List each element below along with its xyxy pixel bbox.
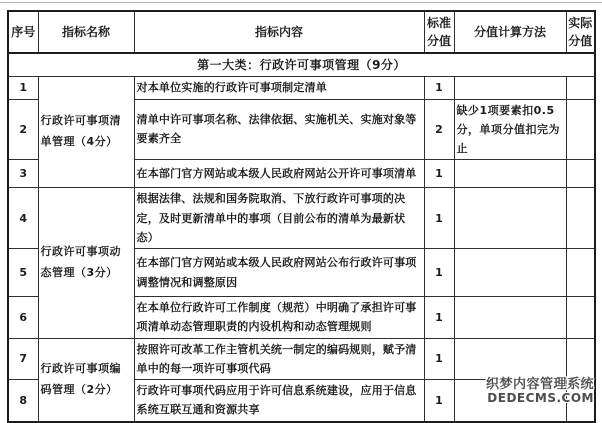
watermark-cms-name: 织梦内容管理系统	[485, 377, 594, 392]
serial-cell: 4	[8, 188, 38, 249]
indicator-content-cell: 按照许可改革工作主管机关统一制定的编码规则，赋予清单中的每一项许可事项代码	[134, 338, 424, 380]
indicator-content-cell: 在本部门官方网站或本级人民政府网站公开许可事项清单	[134, 160, 424, 188]
standard-score-cell: 2	[424, 99, 454, 160]
watermark-cms-domain: DEDECMS.COM	[487, 391, 594, 406]
indicator-content-cell: 清单中许可事项名称、法律依据、实施机关、实施对象等要素齐全	[134, 99, 424, 160]
score-method-cell	[454, 188, 566, 249]
standard-score-cell: 1	[424, 249, 454, 297]
actual-score-cell	[566, 338, 595, 380]
score-method-cell	[454, 297, 566, 339]
indicator-content-cell: 在本单位行政许可工作制度（规范）中明确了承担许可事项清单动态管理职责的内设机构和动态管理规则	[134, 297, 424, 339]
indicator-content-cell: 对本单位实施的行政许可事项制定清单	[134, 76, 424, 99]
serial-cell: 7	[8, 338, 38, 380]
table-header-row	[8, 11, 595, 53]
indicator-name-cell: 行政许可事项清单管理（4分）	[38, 76, 134, 188]
score-method-cell	[454, 160, 566, 188]
watermark	[486, 378, 594, 405]
score-method-cell: 缺少1项要素扣0.5分，单项分值扣完为止	[454, 99, 566, 160]
indicator-content-cell: 行政许可事项代码应用于许可信息系统建设，应用于信息系统互联互通和资源共享	[134, 380, 424, 422]
score-method-cell	[454, 338, 566, 380]
score-method-cell	[454, 76, 566, 99]
column-header-indicator-content: 指标内容	[134, 11, 424, 53]
column-header-standard-score: 标准分值	[424, 11, 454, 53]
table-row	[8, 76, 595, 99]
standard-score-cell: 1	[424, 160, 454, 188]
column-header-actual-score: 实际分值	[566, 11, 595, 53]
column-header-indicator-name: 指标名称	[38, 11, 134, 53]
page-top-rule	[0, 2, 602, 3]
serial-cell: 3	[8, 160, 38, 188]
category-title: 第一大类：行政许可事项管理（9分）	[8, 53, 595, 76]
column-header-serial: 序号	[8, 11, 38, 53]
score-table	[7, 10, 596, 423]
table-row	[8, 338, 595, 380]
actual-score-cell	[566, 188, 595, 249]
indicator-name-cell: 行政许可事项动态管理（3分）	[38, 188, 134, 338]
actual-score-cell	[566, 297, 595, 339]
indicator-name-cell: 行政许可事项编码管理（2分）	[38, 338, 134, 422]
standard-score-cell: 1	[424, 76, 454, 99]
standard-score-cell: 1	[424, 188, 454, 249]
standard-score-cell: 1	[424, 380, 454, 422]
serial-cell: 5	[8, 249, 38, 297]
actual-score-cell	[566, 160, 595, 188]
indicator-content-cell: 根据法律、法规和国务院取消、下放行政许可事项的决定，及时更新清单中的事项（目前公布的清单为最新状态）	[134, 188, 424, 249]
serial-cell: 1	[8, 76, 38, 99]
standard-score-cell: 1	[424, 297, 454, 339]
table-row	[8, 188, 595, 249]
serial-cell: 6	[8, 297, 38, 339]
standard-score-cell: 1	[424, 338, 454, 380]
score-method-cell	[454, 249, 566, 297]
indicator-content-cell: 在本部门官方网站或本级人民政府网站公布行政许可事项调整情况和调整原因	[134, 249, 424, 297]
serial-cell: 8	[8, 380, 38, 422]
actual-score-cell	[566, 76, 595, 99]
column-header-score-method: 分值计算方法	[454, 11, 566, 53]
actual-score-cell	[566, 99, 595, 160]
actual-score-cell	[566, 249, 595, 297]
category-row	[8, 53, 595, 76]
serial-cell: 2	[8, 99, 38, 160]
